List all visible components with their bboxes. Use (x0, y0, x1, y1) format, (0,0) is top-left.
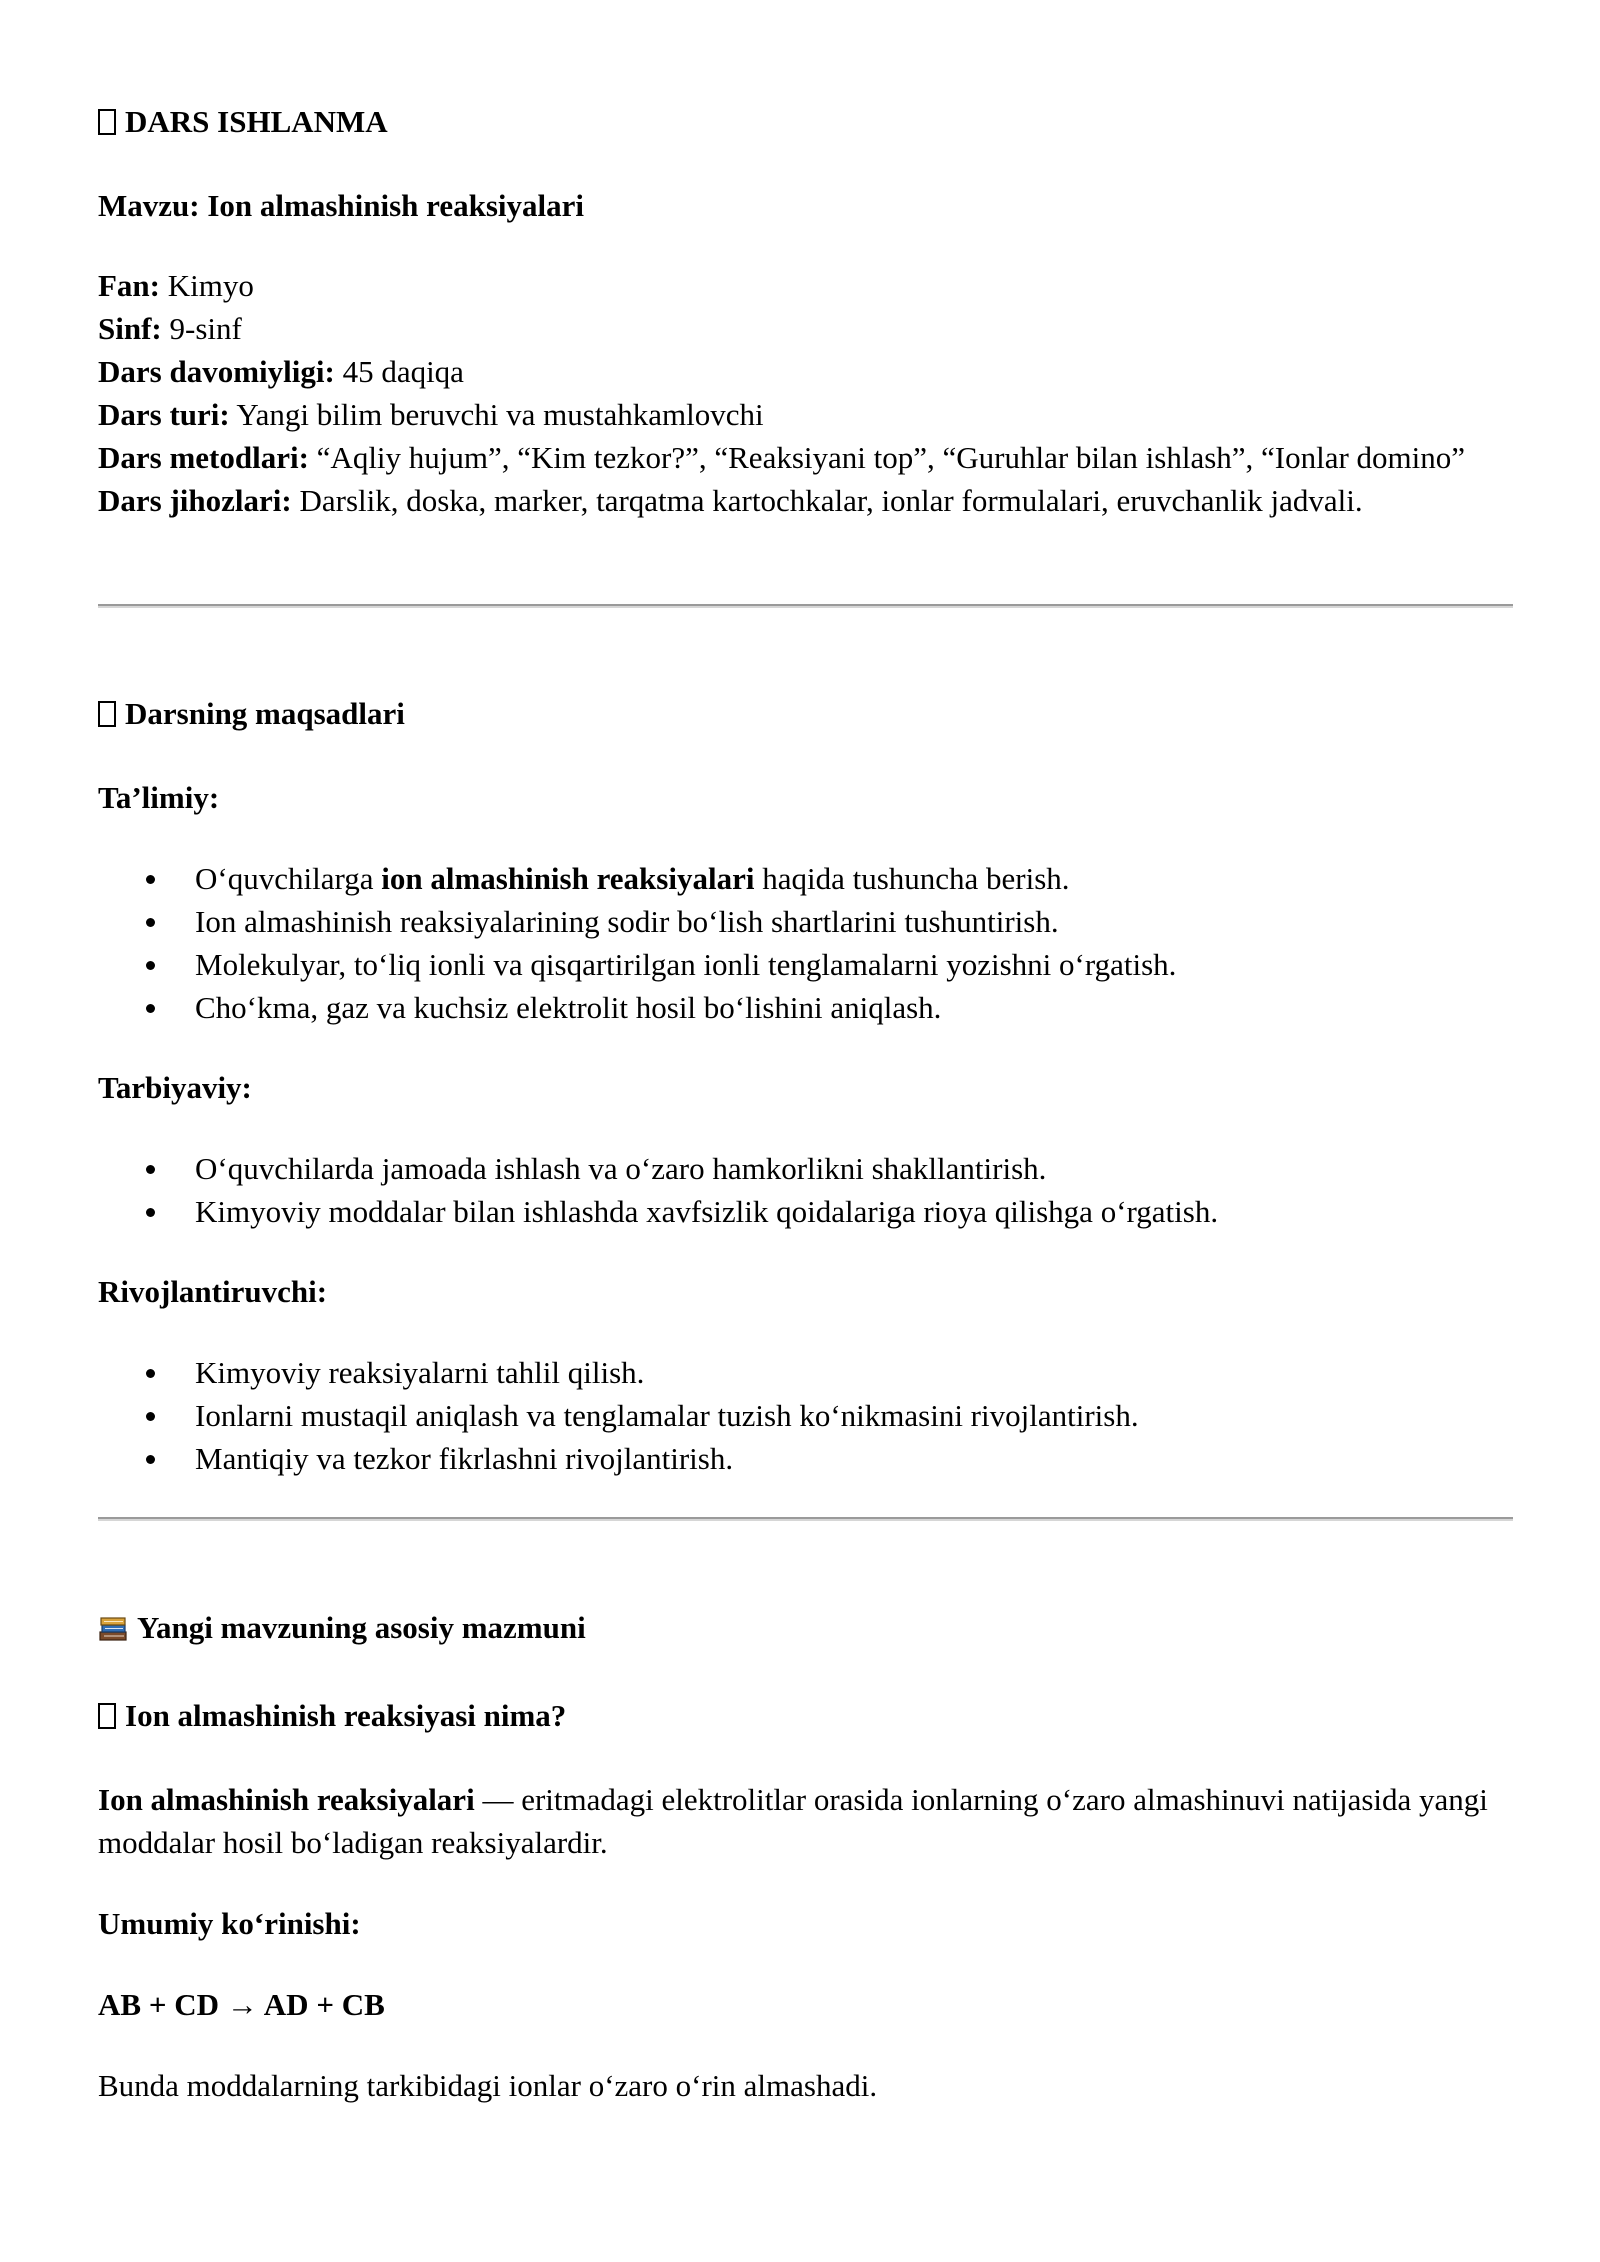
meta-type: Dars turi: Yangi bilim beruvchi va mustahkamlovchi (98, 397, 764, 432)
content-heading: Yangi mavzuning asosiy mazmuni (98, 1606, 1513, 1649)
lesson-meta (98, 264, 1513, 522)
list-item: Kimyoviy reaksiyalarni tahlil qilish. (98, 1351, 1513, 1394)
question-heading: Ion almashinish reaksiyasi nima? (98, 1694, 1513, 1737)
developmental-heading: Rivojlantiruvchi: (98, 1274, 328, 1309)
list-item: Cho‘kma, gaz va kuchsiz elektrolit hosil bo‘lishini aniqlash. (98, 986, 1513, 1029)
topic-line: Mavzu: Ion almashinish reaksiyalari (98, 188, 585, 223)
list-item: Mantiqiy va tezkor fikrlashni rivojlantirish. (98, 1437, 1513, 1480)
upbringing-heading: Tarbiyaviy: (98, 1070, 252, 1105)
upbringing-goals-list (98, 1147, 1513, 1233)
list-item: O‘quvchilarga ion almashinish reaksiyalari haqida tushuncha berish. (98, 857, 1513, 900)
closing-paragraph: Bunda moddalarning tarkibidagi ionlar o‘zaro o‘rin almashadi. (98, 2068, 878, 2103)
list-item: Ion almashinish reaksiyalarining sodir bo‘lish shartlarini tushuntirish. (98, 900, 1513, 943)
definition-paragraph: Ion almashinish reaksiyalari — eritmadagi elektrolitlar orasida ionlarning o‘zaro almashinuvi natijasida yangi moddalar hosil bo‘ladigan reaksiyalardir. (98, 1782, 1488, 1860)
section-divider (98, 604, 1513, 608)
placeholder-glyph-icon (98, 1703, 116, 1729)
list-item: O‘quvchilarda jamoada ishlash va o‘zaro hamkorlikni shakllantirish. (98, 1147, 1513, 1190)
list-item: Kimyoviy moddalar bilan ishlashda xavfsizlik qoidalariga rioya qilishga o‘rgatish. (98, 1190, 1513, 1233)
placeholder-glyph-icon (98, 109, 116, 135)
section-divider (98, 1517, 1513, 1521)
meta-equipment: Dars jihozlari: Darslik, doska, marker, tarqatma kartochkalar, ionlar formulalari, eruvchanlik jadvali. (98, 483, 1363, 518)
placeholder-glyph-icon (98, 701, 116, 727)
document-title: DARS ISHLANMA (98, 100, 1513, 143)
educational-heading: Ta’limiy: (98, 780, 220, 815)
educational-goals-list (98, 857, 1513, 1029)
developmental-goals-list (98, 1351, 1513, 1480)
general-equation: AB + CD → AD + CB (98, 1987, 385, 2022)
list-item: Molekulyar, to‘liq ionli va qisqartirilgan ionli tenglamalarni yozishni o‘rgatish. (98, 943, 1513, 986)
meta-subject: Fan: Kimyo (98, 268, 254, 303)
meta-grade: Sinf: 9-sinf (98, 311, 242, 346)
goals-heading: Darsning maqsadlari (98, 692, 1513, 735)
meta-methods: Dars metodlari: “Aqliy hujum”, “Kim tezkor?”, “Reaksiyani top”, “Guruhlar bilan ishlash”, “Ionlar domino” (98, 440, 1466, 475)
meta-duration: Dars davomiyligi: 45 daqiqa (98, 354, 464, 389)
general-form-label: Umumiy ko‘rinishi: (98, 1906, 361, 1941)
books-icon (98, 1616, 128, 1642)
list-item: Ionlarni mustaqil aniqlash va tenglamalar tuzish ko‘nikmasini rivojlantirish. (98, 1394, 1513, 1437)
